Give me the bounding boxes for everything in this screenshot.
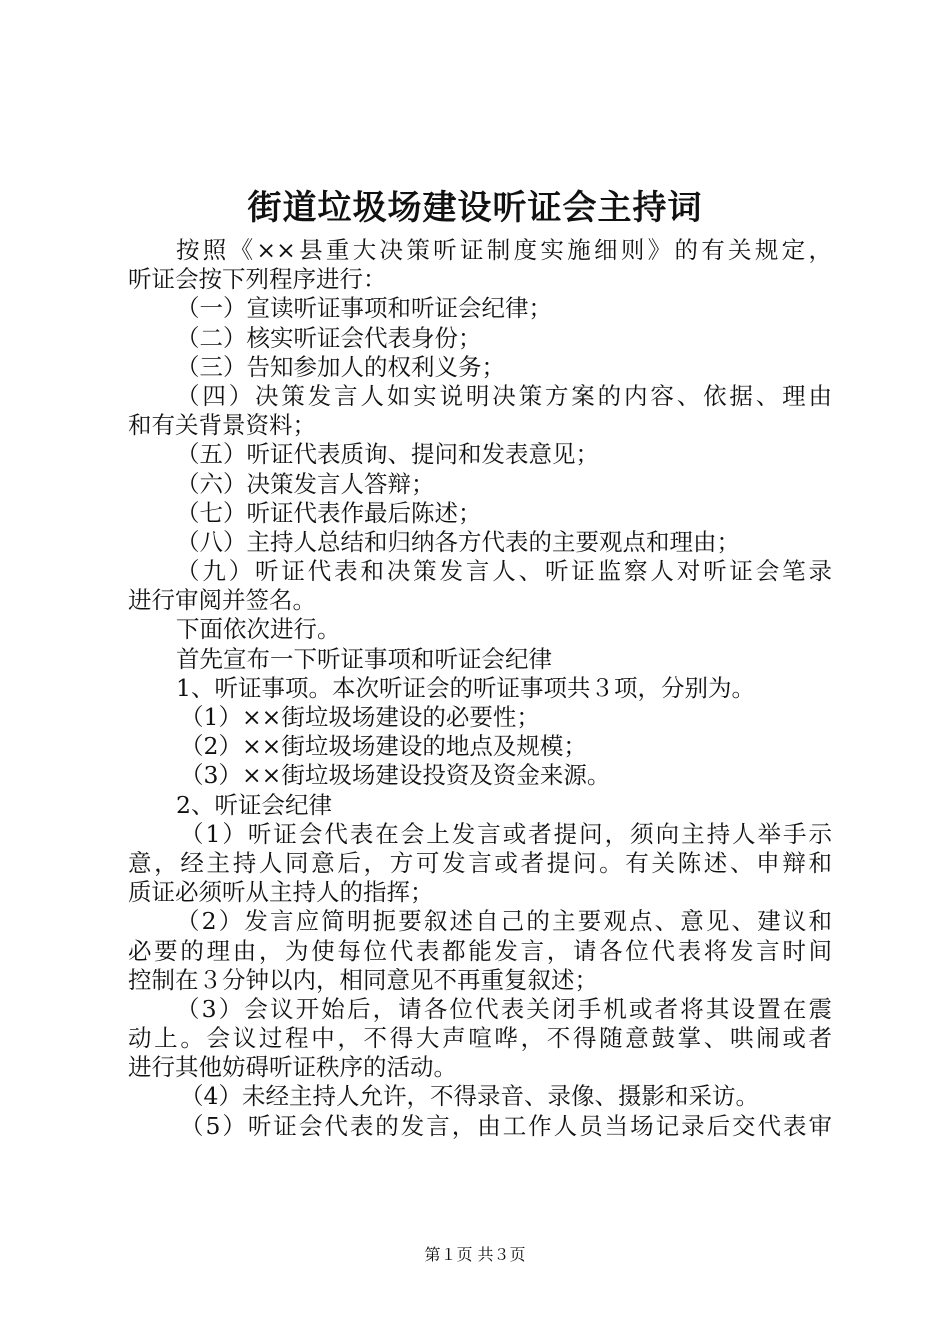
paragraph-line: 动上。会议过程中，不得大声喧哗，不得随意鼓掌、哄闹或者: [128, 1024, 832, 1053]
document-body: [128, 236, 832, 1141]
paragraph-line: 意，经主持人同意后，方可发言或者提问。有关陈述、申辩和: [128, 848, 832, 877]
paragraph-line: 按照《××县重大决策听证制度实施细则》的有关规定，: [176, 236, 832, 264]
paragraph-line: 和有关背景资料；: [128, 411, 316, 440]
paragraph-line: 下面依次进行。: [176, 615, 341, 644]
document-title: 街道垃圾场建设听证会主持词: [247, 188, 703, 228]
paragraph-line: 进行其他妨碍听证秩序的活动。: [128, 1053, 457, 1082]
paragraph-line: （2）发言应简明扼要叙述自己的主要观点、意见、建议和: [176, 907, 832, 936]
paragraph-line: （3）会议开始后，请各位代表关闭手机或者将其设置在震: [176, 994, 832, 1023]
paragraph-line: （八）主持人总结和归纳各方代表的主要观点和理由；: [176, 527, 740, 556]
paragraph-line: （2）××街垃圾场建设的地点及规模；: [180, 732, 587, 761]
paragraph-line: （一）宣读听证事项和听证会纪律；: [176, 294, 552, 323]
paragraph-line: （5）听证会代表的发言，由工作人员当场记录后交代表审: [180, 1111, 832, 1140]
paragraph-line: （四）决策发言人如实说明决策方案的内容、依据、理由: [176, 381, 832, 410]
paragraph-line: （七）听证代表作最后陈述；: [176, 498, 482, 527]
paragraph-line: （二）核实听证会代表身份；: [176, 323, 482, 352]
paragraph-line: （三）告知参加人的权利义务；: [176, 352, 505, 381]
paragraph-line: 1、听证事项。本次听证会的听证事项共３项，分别为。: [176, 673, 755, 702]
paragraph-line: 听证会按下列程序进行：: [128, 265, 387, 294]
paragraph-line: （1）听证会代表在会上发言或者提问，须向主持人举手示: [180, 819, 832, 848]
paragraph-line: （六）决策发言人答辩；: [176, 469, 435, 498]
paragraph-line: （1）××街垃圾场建设的必要性；: [180, 703, 540, 731]
paragraph-line: （九）听证代表和决策发言人、听证监察人对听证会笔录: [176, 557, 832, 586]
page-footer: 第１页 共３页: [424, 1245, 526, 1264]
paragraph-line: （五）听证代表质询、提问和发表意见；: [176, 440, 599, 469]
paragraph-line: （3）××街垃圾场建设投资及资金来源。: [180, 761, 611, 790]
paragraph-line: 首先宣布一下听证事项和听证会纪律: [176, 644, 552, 673]
paragraph-line: 必要的理由，为使每位代表都能发言，请各位代表将发言时间: [128, 936, 832, 965]
paragraph-line: 2、听证会纪律: [176, 790, 332, 819]
paragraph-line: 质证必须听从主持人的指挥；: [128, 878, 434, 907]
paragraph-line: （4）未经主持人允许，不得录音、录像、摄影和采访。: [180, 1082, 759, 1111]
paragraph-line: 控制在３分钟以内，相同意见不再重复叙述；: [128, 965, 598, 994]
paragraph-line: 进行审阅并签名。: [128, 586, 316, 615]
